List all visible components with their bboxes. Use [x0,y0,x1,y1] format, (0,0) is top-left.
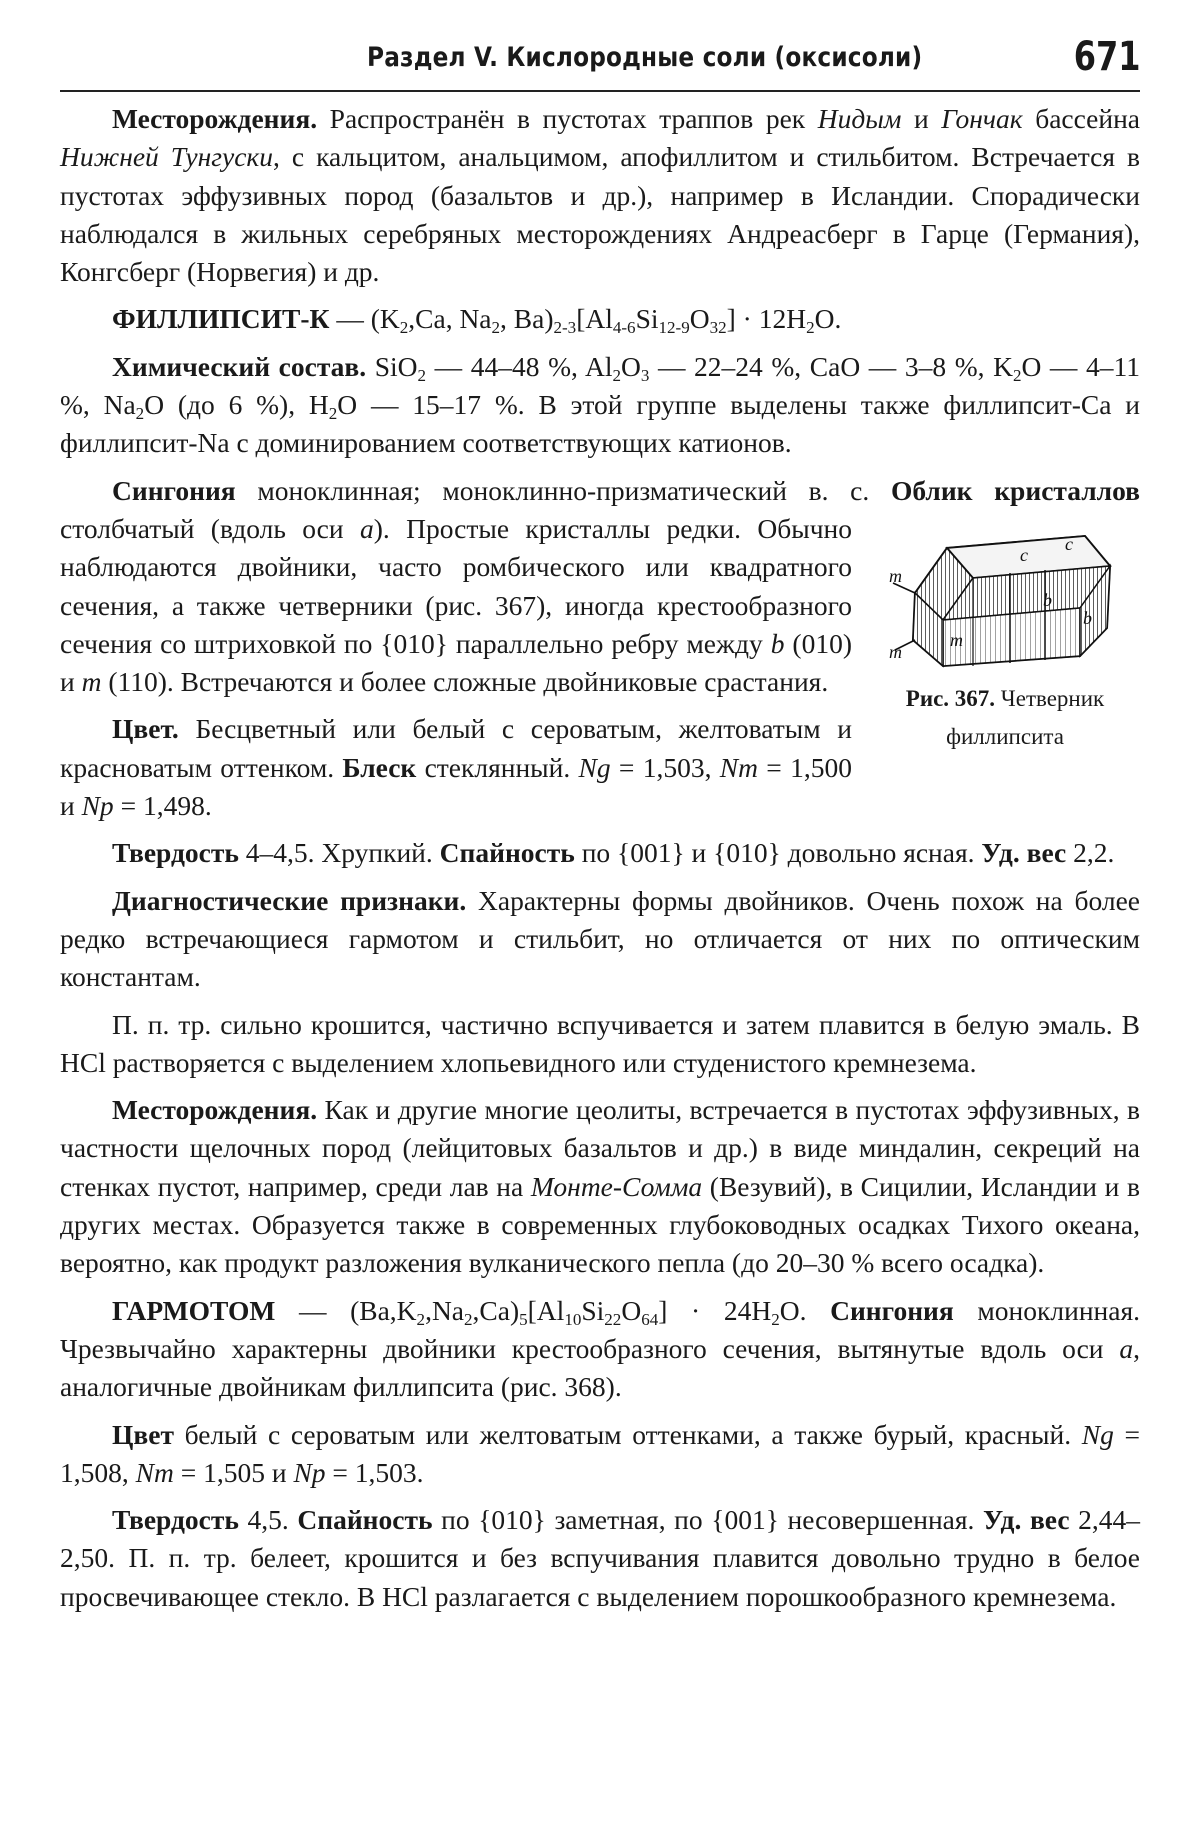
harmotome-hardness-paragraph [60,1501,1140,1616]
subscript: 2 [135,403,145,423]
text: SiO [366,350,418,382]
subscript: 2-3 [553,318,577,338]
text: и [901,103,942,134]
chemical-composition-paragraph [60,348,1140,463]
page-body [60,100,1140,1625]
heading-deposits: Месторождения. [112,103,318,134]
place-name: Нижней Тунгуски [60,141,274,173]
face-symbol: m [81,666,102,698]
heading-specific-gravity: Уд. вес [983,1504,1070,1536]
mineral-formula-paragraph [60,300,1140,338]
text: белый с сероватым или желтоватым оттенками, а также бурый, красный. [173,1418,1082,1450]
subscript: 5 [519,1309,528,1329]
heading-cleavage: Спайность [439,837,575,869]
formula-part: O. [779,1294,831,1326]
text: ). Простые кристаллы редки. Обычно наблюдаются двойники, часто ромбического или квадратного сечения, а также четверники (рис. 367), иногда крестообразного сечения со штриховкой по {010} параллельно ребру между [60,512,852,659]
subscript: 10 [564,1309,582,1329]
subscript: 2 [612,365,621,385]
axis-symbol: a [359,512,374,544]
formula-part: ,Na [425,1294,465,1326]
crystal-quadruplet-illustration [885,528,1125,678]
text: O — 4–11 %, Na [60,350,1140,421]
heading-syngony: Сингония [830,1294,954,1326]
heading-hardness: Твердость [112,1504,239,1536]
heading-habit: Облик кристаллов [890,474,1141,506]
caption-number: Рис. 367. [905,685,996,711]
face-label-m: m [889,565,902,586]
formula-part: ,Ca, Na [408,303,492,335]
text: O [620,350,641,382]
harmotome-color-paragraph [60,1416,1140,1493]
formula-part: O [689,303,710,335]
text: (Везувий), в Сицилии, Исландии и в других местах. Образуется также в современных глубоководных осадках Тихого океана, вероятно, как продукт разложения вулканического пепла (до 20–30 % всего осадка). [60,1170,1140,1279]
text: моноклинная. Чрезвычайно характерны двойники крестообразного сечения, вытянутые вдоль оси [60,1294,1140,1364]
text: — 22–24 %, CaO — 3–8 %, K [649,350,1013,382]
subscript: 2 [771,1309,780,1329]
formula-part: ] · 12H [726,303,807,335]
text: П. п. тр. сильно крошится, частично вспучивается и затем плавится в белую эмаль. В HCl растворяется с выделением хлопьевидного или студенистого кремнезема. [60,1008,1140,1078]
heading-deposits: Месторождения. [112,1094,318,1126]
heading-color: Цвет [112,1418,174,1450]
face-label-c: c [1065,533,1073,554]
face-symbol: b [770,627,785,659]
figure-caption [906,686,1104,749]
harmotome-paragraph [60,1292,1140,1407]
mineral-name: ГАРМОТОМ [112,1294,276,1326]
text: по {010} заметная, по {001} несовершенная. [432,1504,984,1536]
diagnostics-paragraph [60,882,1140,997]
caption-text: Четверник филлипсита [946,685,1105,750]
text: 2,2. [1066,837,1115,869]
subscript: 64 [641,1309,659,1329]
subscript: 2 [1012,365,1022,385]
formula-part: , Ba) [500,303,554,335]
deposits-paragraph-2 [60,1091,1140,1282]
page-number: 671 [1073,34,1140,80]
subscript: 4-6 [612,318,636,338]
text: Как и другие многие цеолиты, встречается в пустотах эффузивных, в частности щелочных пород (лейцитовых базальтов и др.) в виде миндалин, секреций на стенках пустот, например, среди лав на [60,1094,1140,1202]
text: , аналогичные двойникам филлипсита (рис. 368). [60,1332,1140,1403]
text: (110). Встречаются и более сложные двойниковые срастания. [101,666,829,698]
subscript: 2 [464,1309,473,1329]
text: моноклинная; моноклинно-призматический в. с. [235,474,891,506]
heading-hardness: Твердость [112,837,239,869]
subscript: 32 [709,318,727,338]
crystal-drawing [893,533,1110,666]
face-label-b: b [1083,607,1092,628]
subscript: 2 [806,318,815,338]
formula-part: — (Ba,K [275,1294,417,1326]
text: — 44–48 %, Al [426,350,613,382]
text: = 1,508, [60,1418,1141,1488]
text: Распространён в пустотах траппов рек [317,103,818,134]
face-label-m: m [950,629,963,650]
hardness-paragraph [60,834,1140,872]
place-name: Монте-Сомма [530,1170,703,1202]
text: O — 15–17 %. В этой группе выделены также филлипсит-Ca и филлипсит-Na с доминированием соответствующих катионов. [60,389,1140,459]
text: , с кальцитом, анальцимом, апофиллитом и стильбитом. Встречается в пустотах эффузивных пород (базальтов и др.), например в Исландии. Спорадически наблюдался в жильных серебряных месторождениях Андреасберг в Гарце (Германия), Конгсберг (Норвегия) и др. [60,141,1140,288]
refractive-index-symbol: Np [81,790,114,822]
place-name: Гончак [941,103,1023,134]
formula-part: ] · 24H [658,1294,772,1326]
heading-diagnostics: Диагностические признаки. [112,884,467,916]
heading-cleavage: Спайность [297,1504,433,1536]
subscript: 2 [328,403,338,423]
text: = 1,503, [610,751,720,783]
text: 4–4,5. Хрупкий. [238,837,440,869]
mineral-name: ФИЛЛИПСИТ-К [112,303,330,335]
text: бассейна [1022,103,1140,134]
heading-specific-gravity: Уд. вес [981,837,1067,869]
subscript: 2 [491,318,501,338]
formula-part: [Al [527,1294,565,1326]
text: 2,44–2,50. П. п. тр. белеет, крошится и без вспучивания плавится довольно трудно в белое просвечивающее стекло. В HCl разлагается с выделением порошкообразного кремнезема. [60,1504,1141,1612]
text: 4,5. [238,1504,298,1536]
subscript: 22 [604,1309,622,1329]
formula-part: ,Ca) [472,1294,520,1326]
subscript: 2 [399,318,409,338]
blowpipe-paragraph [60,1006,1140,1083]
section-title: Раздел V. Кислородные соли (оксисоли) [367,42,923,73]
figure-367 [870,528,1140,755]
heading-syngony: Сингония [112,474,236,506]
refractive-index-symbol: Nm [719,751,758,783]
text: по {001} и {010} довольно ясная. [574,837,982,869]
text: = 1,498. [113,790,212,822]
place-name: Нидым [817,103,902,134]
text: (010) и [60,627,852,698]
text: = 1,503. [325,1456,424,1488]
heading-luster: Блеск [342,751,417,783]
formula-part: — (K [329,303,400,335]
text: Бесцветный или белый с сероватым, желтоватым и красноватым оттенком. [60,713,852,783]
formula-part: [Al [576,303,613,335]
axis-symbol: a [1119,1332,1134,1364]
face-label-b: b [1043,589,1052,610]
formula-part: O [621,1294,642,1326]
heading-color: Цвет. [112,713,179,745]
heading-composition: Химический состав. [112,350,367,382]
text: = 1,505 и [173,1456,294,1488]
text: O (до 6 %), H [144,389,329,421]
subscript: 3 [640,365,650,385]
text: = 1,500 и [60,751,852,822]
deposits-paragraph [60,100,1140,291]
subscript: 2 [417,365,427,385]
subscript: 2 [416,1309,426,1329]
running-header [60,30,1140,92]
subscript: 12-9 [658,318,690,338]
refractive-index-symbol: Ng [1081,1418,1114,1450]
face-label-m: m [889,641,902,662]
formula-part: Si [635,303,659,335]
refractive-index-symbol: Np [293,1456,326,1488]
formula-part: Si [581,1294,605,1326]
refractive-index-symbol: Nm [135,1456,174,1488]
refractive-index-symbol: Ng [578,751,611,783]
text: столбчатый (вдоль оси [60,512,360,544]
face-label-c: c [1020,544,1028,565]
formula-part: O. [814,303,842,335]
text: стеклянный. [416,751,579,783]
text: Характерны формы двойников. Очень похож на более редко встречающиеся гармотом и стильбит, но отличается от них по оптическим константам. [60,884,1140,993]
